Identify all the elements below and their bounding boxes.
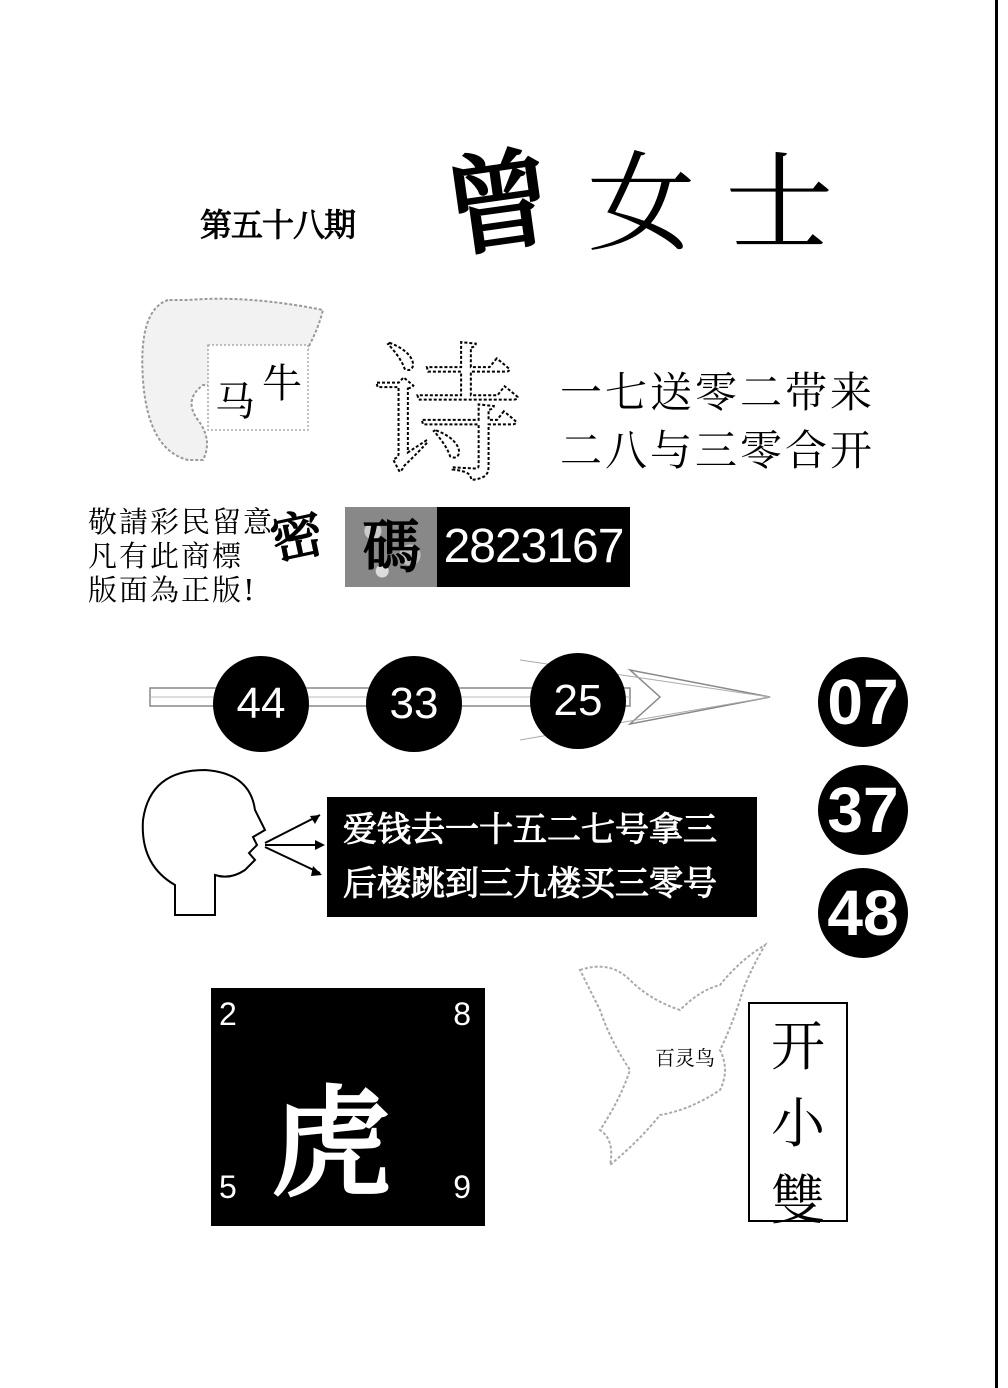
title [436, 134, 864, 274]
dove-label: 百灵鸟 [655, 1046, 715, 1070]
poem-line-2: 二八与三零合开 [560, 426, 876, 475]
arrow-number-ball: 44 [213, 656, 309, 752]
zodiac-right: 牛 [262, 361, 302, 407]
big-number-ball: 07 [818, 657, 908, 747]
tiger-corner-top-left: 2 [219, 996, 237, 1032]
arrow-number-ball: 33 [366, 656, 462, 752]
big-number-ball: 48 [818, 868, 908, 958]
zodiac-left: 马 [215, 379, 255, 425]
big-number-ball: 37 [818, 765, 908, 855]
title-surname: 曾 [436, 134, 562, 274]
hint-char: 雙 [771, 1169, 825, 1232]
tiger-box [211, 988, 485, 1226]
speech-line-1: 爱钱去一十五二七号拿三 [343, 811, 717, 849]
notice-line-1: 敬請彩民留意 [88, 505, 275, 539]
code-label: 碼 [345, 507, 438, 587]
hint-char: 开 [771, 1015, 825, 1078]
poem-line-1: 一七送零二带来 [560, 368, 876, 417]
page-edge-line [995, 0, 998, 1388]
tiger-corner-bottom-right: 9 [453, 1169, 471, 1205]
notice [88, 505, 274, 607]
tiger-corner-bottom-left: 5 [219, 1169, 237, 1205]
poem-glyph-text: 诗 [372, 330, 523, 504]
notice-line-3: 版面為正版! [88, 573, 257, 607]
tiger-corner-top-right: 8 [453, 996, 471, 1032]
speaking-head-icon [135, 765, 335, 925]
title-rest: 女士 [587, 142, 864, 267]
poem-glyph [372, 318, 523, 504]
seal-mark: 密 [265, 502, 329, 573]
speech-box [327, 797, 757, 917]
arrow-number-ball: 25 [530, 653, 626, 749]
tiger-glyph: 虎 [271, 1073, 391, 1214]
code-value: 2823167 [437, 507, 630, 587]
speech-line-2: 后楼跳到三九楼买三零号 [343, 865, 717, 903]
hint-char: 小 [771, 1092, 825, 1155]
issue-number: 第五十八期 [200, 206, 356, 244]
notice-line-2: 凡有此商標 [88, 539, 244, 573]
hint-box [748, 1002, 848, 1232]
